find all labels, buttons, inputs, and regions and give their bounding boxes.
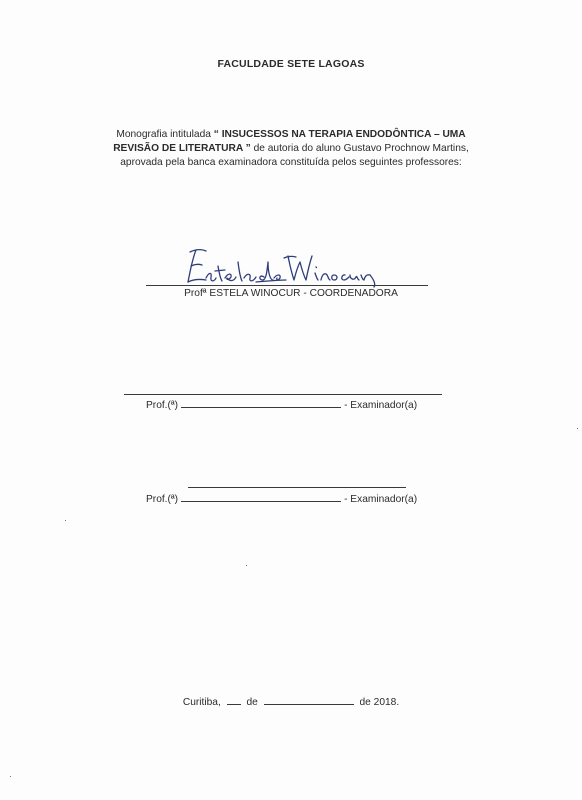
date-year: de 2018.: [359, 697, 400, 708]
examiner-1-row: [146, 398, 417, 411]
scan-speck: [65, 520, 66, 521]
coordinator-signature-area: [150, 238, 430, 288]
scan-speck: [577, 428, 578, 429]
examiner-2-row: [146, 492, 417, 505]
date-month-blank: [264, 695, 354, 705]
handwritten-signature: [178, 242, 388, 288]
examiner-1-prefix: Prof.(ª): [146, 400, 179, 411]
institution-name: FACULDADE SETE LAGOAS: [217, 58, 365, 70]
date-row: [0, 695, 582, 708]
monograph-title-line2: REVISÃO DE LITERATURA ”: [113, 143, 251, 154]
examiner-1-name-blank: [181, 398, 341, 408]
author-text: de autoria do aluno Gustavo Prochnow Martins,: [253, 143, 469, 154]
monograph-title-line1: “ INSUCESSOS NA TERAPIA ENDODÔNTICA – UMA: [213, 129, 466, 140]
date-day-blank: [227, 695, 241, 705]
examiner-2-prefix: Prof.(ª): [146, 494, 179, 505]
date-city: Curitiba,: [182, 697, 221, 708]
coordinator-signature-line: [146, 285, 428, 286]
intro-prefix: Monografia intitulada: [116, 129, 211, 140]
intro-paragraph: [85, 128, 497, 170]
examiner-2-name-blank: [181, 492, 341, 502]
approval-text: aprovada pela banca examinadora constituída pelos seguintes professores:: [120, 157, 462, 168]
date-of: de: [246, 697, 258, 708]
coordinator-label: Profª ESTELA WINOCUR - COORDENADORA: [184, 288, 398, 299]
examiner-2-signature-line: [188, 487, 406, 488]
scan-speck: [10, 776, 11, 777]
examiner-1-signature-line: [124, 394, 442, 395]
scan-speck: [246, 565, 247, 566]
examiner-1-suffix: - Examinador(a): [344, 400, 418, 411]
examiner-2-suffix: - Examinador(a): [344, 494, 418, 505]
